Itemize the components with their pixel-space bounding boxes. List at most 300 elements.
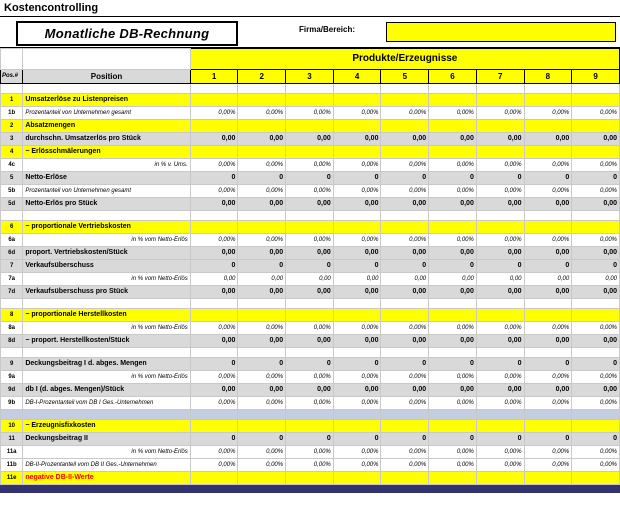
- row-value[interactable]: 0,00%: [524, 397, 572, 410]
- row-value[interactable]: 0,00%: [429, 159, 477, 172]
- row-value[interactable]: 0,00%: [286, 159, 334, 172]
- row-value[interactable]: 0,00%: [476, 397, 524, 410]
- row-value[interactable]: 0,00%: [572, 371, 620, 384]
- row-value[interactable]: [286, 94, 334, 107]
- row-value[interactable]: 0,00%: [429, 234, 477, 247]
- row-value[interactable]: 0,00%: [476, 185, 524, 198]
- row-value[interactable]: [238, 211, 286, 221]
- row-value[interactable]: 0,00%: [190, 107, 238, 120]
- row-value[interactable]: 0: [476, 433, 524, 446]
- row-value[interactable]: [333, 472, 381, 485]
- row-value[interactable]: 0,00%: [190, 459, 238, 472]
- row-value[interactable]: 0,00%: [190, 371, 238, 384]
- row-value[interactable]: 0,00: [333, 198, 381, 211]
- row-value[interactable]: [524, 420, 572, 433]
- row-value[interactable]: 0,00: [190, 133, 238, 146]
- row-value[interactable]: 0,00: [190, 198, 238, 211]
- row-value[interactable]: 0,00: [524, 247, 572, 260]
- row-value[interactable]: 0,00%: [572, 459, 620, 472]
- row-value[interactable]: 0,00: [333, 384, 381, 397]
- product-col-4[interactable]: 4: [333, 70, 381, 84]
- row-value[interactable]: 0,00%: [476, 459, 524, 472]
- row-value[interactable]: 0,00%: [333, 234, 381, 247]
- row-value[interactable]: [286, 120, 334, 133]
- row-value[interactable]: 0,00%: [572, 322, 620, 335]
- row-value[interactable]: [524, 410, 572, 420]
- row-value[interactable]: 0,00: [238, 335, 286, 348]
- row-value[interactable]: 0,00: [476, 384, 524, 397]
- row-value[interactable]: [333, 146, 381, 159]
- row-value[interactable]: 0,00: [524, 384, 572, 397]
- row-value[interactable]: 0: [238, 260, 286, 273]
- row-value[interactable]: [190, 420, 238, 433]
- row-value[interactable]: [476, 94, 524, 107]
- row-value[interactable]: 0,00: [333, 286, 381, 299]
- row-value[interactable]: [381, 221, 429, 234]
- row-value[interactable]: [333, 348, 381, 358]
- row-value[interactable]: 0,00: [333, 133, 381, 146]
- row-value[interactable]: 0,00%: [333, 322, 381, 335]
- row-value[interactable]: [429, 472, 477, 485]
- row-value[interactable]: 0,00%: [476, 107, 524, 120]
- row-value[interactable]: [429, 348, 477, 358]
- row-value[interactable]: [238, 146, 286, 159]
- row-value[interactable]: 0,00: [286, 247, 334, 260]
- product-col-1[interactable]: 1: [190, 70, 238, 84]
- row-value[interactable]: 0,00%: [286, 371, 334, 384]
- row-value[interactable]: [429, 410, 477, 420]
- table-row: [1, 384, 620, 397]
- row-value[interactable]: 0,00: [286, 335, 334, 348]
- row-value[interactable]: 0,00: [429, 335, 477, 348]
- row-value[interactable]: [524, 348, 572, 358]
- row-value[interactable]: 0,00%: [524, 107, 572, 120]
- row-value[interactable]: [476, 146, 524, 159]
- row-value[interactable]: 0,00%: [572, 446, 620, 459]
- row-pos: 2: [1, 120, 23, 133]
- row-value[interactable]: 0,00%: [190, 185, 238, 198]
- row-value[interactable]: 0,00: [429, 198, 477, 211]
- row-value[interactable]: 0,00%: [286, 446, 334, 459]
- row-value[interactable]: 0,00%: [524, 185, 572, 198]
- row-value[interactable]: 0: [238, 358, 286, 371]
- row-value[interactable]: [429, 420, 477, 433]
- row-value[interactable]: 0,00: [190, 286, 238, 299]
- row-value[interactable]: [238, 309, 286, 322]
- row-value[interactable]: 0: [476, 260, 524, 273]
- row-value[interactable]: 0,00: [429, 286, 477, 299]
- row-value[interactable]: 0,00%: [286, 397, 334, 410]
- row-value[interactable]: [238, 299, 286, 309]
- row-value[interactable]: 0: [429, 260, 477, 273]
- row-value[interactable]: 0,00%: [524, 459, 572, 472]
- row-value[interactable]: [572, 309, 620, 322]
- row-value[interactable]: [286, 221, 334, 234]
- row-value[interactable]: 0: [333, 358, 381, 371]
- row-value[interactable]: [190, 299, 238, 309]
- row-value[interactable]: 0,00: [429, 384, 477, 397]
- row-value[interactable]: [524, 472, 572, 485]
- row-value[interactable]: [429, 221, 477, 234]
- row-value[interactable]: [286, 410, 334, 420]
- row-value[interactable]: 0,00: [476, 273, 524, 286]
- row-value[interactable]: [190, 211, 238, 221]
- row-value[interactable]: [333, 94, 381, 107]
- row-value[interactable]: 0,00: [381, 384, 429, 397]
- row-value[interactable]: 0,00%: [476, 234, 524, 247]
- row-value[interactable]: 0: [429, 433, 477, 446]
- row-value[interactable]: 0,00%: [381, 371, 429, 384]
- row-value[interactable]: 0: [333, 260, 381, 273]
- row-value[interactable]: [524, 94, 572, 107]
- row-value[interactable]: 0,00: [190, 273, 238, 286]
- row-value[interactable]: 0: [381, 433, 429, 446]
- row-value[interactable]: 0: [572, 260, 620, 273]
- row-value[interactable]: [190, 472, 238, 485]
- row-value[interactable]: [524, 309, 572, 322]
- row-value[interactable]: 0,00%: [429, 322, 477, 335]
- row-value[interactable]: 0,00%: [572, 107, 620, 120]
- row-value[interactable]: 0,00%: [429, 371, 477, 384]
- row-value[interactable]: [429, 146, 477, 159]
- row-value[interactable]: [333, 410, 381, 420]
- row-value[interactable]: 0,00: [476, 198, 524, 211]
- row-label: DB-II-Prozentanteil vom DB II Ges.-Unternehmen: [23, 459, 190, 472]
- row-value[interactable]: 0,00: [381, 133, 429, 146]
- row-value[interactable]: 0,00%: [286, 185, 334, 198]
- row-value[interactable]: 0,00%: [333, 459, 381, 472]
- row-value[interactable]: 0,00%: [238, 185, 286, 198]
- row-value[interactable]: [572, 420, 620, 433]
- product-col-6[interactable]: 6: [429, 70, 477, 84]
- row-value[interactable]: 0,00%: [238, 446, 286, 459]
- row-value[interactable]: 0,00%: [333, 159, 381, 172]
- row-value[interactable]: 0,00%: [524, 322, 572, 335]
- row-value[interactable]: 0: [429, 358, 477, 371]
- row-value[interactable]: 0,00: [286, 286, 334, 299]
- row-value[interactable]: 0,00: [190, 335, 238, 348]
- row-value[interactable]: 0,00%: [238, 397, 286, 410]
- row-value[interactable]: 0,00: [476, 335, 524, 348]
- row-value[interactable]: 0,00%: [524, 234, 572, 247]
- row-value[interactable]: [429, 299, 477, 309]
- row-value[interactable]: 0,00: [572, 133, 620, 146]
- row-value[interactable]: [476, 420, 524, 433]
- row-value[interactable]: [190, 309, 238, 322]
- row-value[interactable]: [286, 146, 334, 159]
- row-value[interactable]: 0,00%: [190, 322, 238, 335]
- product-col-8[interactable]: 8: [524, 70, 572, 84]
- row-value[interactable]: 0,00: [524, 286, 572, 299]
- row-value[interactable]: 0: [476, 172, 524, 185]
- row-value[interactable]: 0,00%: [190, 234, 238, 247]
- row-value[interactable]: 0,00: [524, 335, 572, 348]
- row-value[interactable]: 0,00: [572, 335, 620, 348]
- row-value[interactable]: [572, 410, 620, 420]
- row-value[interactable]: 0,00: [476, 286, 524, 299]
- table-row: [1, 459, 620, 472]
- row-value[interactable]: 0,00%: [286, 107, 334, 120]
- row-value[interactable]: [381, 348, 429, 358]
- row-value[interactable]: 0: [524, 358, 572, 371]
- row-value[interactable]: 0,00%: [333, 185, 381, 198]
- row-value[interactable]: [572, 221, 620, 234]
- product-col-7[interactable]: 7: [476, 70, 524, 84]
- row-value[interactable]: [190, 120, 238, 133]
- row-value[interactable]: 0,00%: [381, 159, 429, 172]
- row-value[interactable]: [476, 410, 524, 420]
- row-value[interactable]: 0,00: [381, 198, 429, 211]
- row-pos: [1, 211, 23, 221]
- row-value[interactable]: 0: [190, 433, 238, 446]
- product-col-9[interactable]: 9: [572, 70, 620, 84]
- row-value[interactable]: [238, 94, 286, 107]
- row-value[interactable]: [190, 94, 238, 107]
- row-value[interactable]: [333, 211, 381, 221]
- row-value[interactable]: 0: [572, 172, 620, 185]
- row-value[interactable]: 0,00: [381, 273, 429, 286]
- row-value[interactable]: 0: [286, 260, 334, 273]
- row-value[interactable]: 0,00%: [190, 397, 238, 410]
- row-value[interactable]: 0,00%: [524, 159, 572, 172]
- row-value[interactable]: [381, 120, 429, 133]
- row-value[interactable]: 0,00%: [238, 234, 286, 247]
- row-value[interactable]: [238, 420, 286, 433]
- row-value[interactable]: 0,00%: [381, 397, 429, 410]
- row-value[interactable]: 0,00: [524, 133, 572, 146]
- row-value[interactable]: [572, 348, 620, 358]
- row-value[interactable]: [238, 221, 286, 234]
- row-value[interactable]: 0,00%: [333, 397, 381, 410]
- row-value[interactable]: 0,00: [381, 286, 429, 299]
- row-value[interactable]: 0,00%: [476, 371, 524, 384]
- row-value[interactable]: [476, 211, 524, 221]
- row-label: in % vom Netto-Erlös: [23, 322, 190, 335]
- row-value[interactable]: [476, 309, 524, 322]
- row-value[interactable]: 0,00%: [333, 446, 381, 459]
- row-value[interactable]: 0,00%: [381, 185, 429, 198]
- row-value[interactable]: 0,00%: [524, 446, 572, 459]
- row-value[interactable]: 0,00: [476, 247, 524, 260]
- row-value[interactable]: 0,00: [572, 247, 620, 260]
- row-value[interactable]: 0,00: [572, 198, 620, 211]
- row-value[interactable]: [381, 299, 429, 309]
- row-value[interactable]: 0,00%: [476, 322, 524, 335]
- table-row: [1, 221, 620, 234]
- row-value[interactable]: 0,00%: [476, 159, 524, 172]
- row-value[interactable]: 0,00%: [476, 446, 524, 459]
- row-value[interactable]: 0,00%: [572, 397, 620, 410]
- row-value[interactable]: 0: [524, 172, 572, 185]
- row-value[interactable]: 0: [476, 358, 524, 371]
- row-value[interactable]: 0,00: [524, 198, 572, 211]
- row-value[interactable]: [286, 348, 334, 358]
- row-value[interactable]: 0,00%: [381, 459, 429, 472]
- row-value[interactable]: [190, 410, 238, 420]
- row-value[interactable]: [476, 221, 524, 234]
- row-value[interactable]: 0,00%: [286, 322, 334, 335]
- row-value[interactable]: 0,00%: [429, 459, 477, 472]
- row-value[interactable]: 0,00: [429, 273, 477, 286]
- row-value[interactable]: 0,00%: [381, 446, 429, 459]
- row-value[interactable]: [476, 120, 524, 133]
- row-value[interactable]: 0,00%: [572, 234, 620, 247]
- row-value[interactable]: 0: [333, 172, 381, 185]
- row-value[interactable]: [238, 120, 286, 133]
- row-value[interactable]: 0: [381, 358, 429, 371]
- row-value[interactable]: [333, 420, 381, 433]
- row-value[interactable]: [476, 472, 524, 485]
- row-value[interactable]: 0,00%: [572, 185, 620, 198]
- row-label: Prozentanteil von Unternehmen gesamt: [23, 185, 190, 198]
- row-value[interactable]: 0,00: [190, 384, 238, 397]
- row-value[interactable]: 0,00: [286, 273, 334, 286]
- row-value[interactable]: 0: [381, 172, 429, 185]
- row-value[interactable]: 0,00%: [238, 159, 286, 172]
- row-value[interactable]: [333, 299, 381, 309]
- row-value[interactable]: 0,00%: [238, 371, 286, 384]
- row-value[interactable]: 0,00: [476, 133, 524, 146]
- row-value[interactable]: 0: [381, 260, 429, 273]
- row-value[interactable]: [381, 146, 429, 159]
- row-value[interactable]: 0,00%: [333, 107, 381, 120]
- row-value[interactable]: 0: [286, 172, 334, 185]
- row-value[interactable]: 0,00%: [286, 234, 334, 247]
- row-value[interactable]: 0,00: [572, 286, 620, 299]
- row-value[interactable]: 0,00%: [238, 107, 286, 120]
- row-value[interactable]: [190, 221, 238, 234]
- row-value[interactable]: [572, 120, 620, 133]
- firma-input[interactable]: [386, 22, 616, 42]
- row-value[interactable]: [429, 120, 477, 133]
- row-value[interactable]: [524, 299, 572, 309]
- row-label: Absatzmengen: [23, 120, 190, 133]
- row-value[interactable]: 0: [333, 433, 381, 446]
- row-value[interactable]: [381, 309, 429, 322]
- row-value[interactable]: 0,00%: [429, 185, 477, 198]
- row-value[interactable]: 0,00%: [286, 459, 334, 472]
- row-value[interactable]: 0: [238, 172, 286, 185]
- row-value[interactable]: [381, 94, 429, 107]
- row-value[interactable]: [381, 211, 429, 221]
- row-value[interactable]: [429, 94, 477, 107]
- row-value[interactable]: 0,00: [429, 247, 477, 260]
- row-value[interactable]: 0,00: [238, 273, 286, 286]
- row-value[interactable]: [238, 410, 286, 420]
- row-value[interactable]: 0,00: [572, 384, 620, 397]
- row-value[interactable]: [286, 211, 334, 221]
- row-value[interactable]: 0,00%: [381, 234, 429, 247]
- row-value[interactable]: 0,00: [333, 273, 381, 286]
- row-value[interactable]: 0,00: [381, 247, 429, 260]
- row-value[interactable]: 0: [524, 433, 572, 446]
- row-value[interactable]: 0: [572, 433, 620, 446]
- row-value[interactable]: [238, 348, 286, 358]
- row-value[interactable]: 0: [286, 358, 334, 371]
- row-value[interactable]: 0,00%: [429, 107, 477, 120]
- row-value[interactable]: [572, 211, 620, 221]
- row-value[interactable]: 0: [190, 260, 238, 273]
- row-value[interactable]: [524, 211, 572, 221]
- row-value[interactable]: 0,00%: [190, 446, 238, 459]
- row-value[interactable]: 0,00: [238, 384, 286, 397]
- row-value[interactable]: 0,00%: [524, 371, 572, 384]
- row-value[interactable]: [190, 348, 238, 358]
- row-value[interactable]: [190, 146, 238, 159]
- row-value[interactable]: 0: [429, 172, 477, 185]
- row-value[interactable]: 0,00%: [429, 446, 477, 459]
- row-value[interactable]: 0: [286, 433, 334, 446]
- row-value[interactable]: 0,00: [333, 335, 381, 348]
- row-value[interactable]: 0,00: [286, 384, 334, 397]
- product-col-2[interactable]: 2: [238, 70, 286, 84]
- row-label: − Erzeugnisfixkosten: [23, 420, 190, 433]
- row-value[interactable]: 0,00: [238, 198, 286, 211]
- row-value[interactable]: [524, 120, 572, 133]
- product-col-5[interactable]: 5: [381, 70, 429, 84]
- row-value[interactable]: [572, 146, 620, 159]
- row-value[interactable]: [333, 309, 381, 322]
- row-value[interactable]: [238, 472, 286, 485]
- row-value[interactable]: [381, 472, 429, 485]
- row-value[interactable]: 0,00%: [238, 322, 286, 335]
- row-value[interactable]: [429, 309, 477, 322]
- row-value[interactable]: 0: [524, 260, 572, 273]
- row-value[interactable]: [381, 420, 429, 433]
- row-value[interactable]: 0: [572, 358, 620, 371]
- row-value[interactable]: 0,00%: [381, 107, 429, 120]
- row-value[interactable]: 0,00: [524, 273, 572, 286]
- row-value[interactable]: 0,00: [238, 133, 286, 146]
- row-value[interactable]: 0,00%: [381, 322, 429, 335]
- row-value[interactable]: 0,00: [286, 198, 334, 211]
- row-value[interactable]: [286, 472, 334, 485]
- row-value[interactable]: [286, 299, 334, 309]
- row-value[interactable]: [333, 221, 381, 234]
- row-value[interactable]: [429, 211, 477, 221]
- row-value[interactable]: [286, 420, 334, 433]
- row-value[interactable]: 0,00%: [333, 371, 381, 384]
- row-value[interactable]: 0: [238, 433, 286, 446]
- row-value[interactable]: 0,00: [381, 335, 429, 348]
- row-value[interactable]: 0,00%: [572, 159, 620, 172]
- row-value[interactable]: [572, 472, 620, 485]
- product-col-3[interactable]: 3: [286, 70, 334, 84]
- row-value[interactable]: 0,00: [429, 133, 477, 146]
- row-value[interactable]: [524, 221, 572, 234]
- row-value[interactable]: [476, 348, 524, 358]
- row-value[interactable]: 0,00%: [238, 459, 286, 472]
- row-value[interactable]: 0: [190, 172, 238, 185]
- row-value[interactable]: [476, 299, 524, 309]
- row-value[interactable]: [572, 94, 620, 107]
- row-value[interactable]: [333, 120, 381, 133]
- row-value[interactable]: 0,00: [572, 273, 620, 286]
- row-value[interactable]: 0: [190, 358, 238, 371]
- row-value[interactable]: 0,00: [238, 247, 286, 260]
- row-value[interactable]: 0,00: [190, 247, 238, 260]
- row-value[interactable]: [286, 309, 334, 322]
- row-value[interactable]: 0,00%: [190, 159, 238, 172]
- row-value[interactable]: 0,00: [286, 133, 334, 146]
- row-value[interactable]: 0,00%: [429, 397, 477, 410]
- row-value[interactable]: 0,00: [333, 247, 381, 260]
- row-value[interactable]: [381, 410, 429, 420]
- window-title: Kostencontrolling: [4, 2, 99, 14]
- row-value[interactable]: [572, 299, 620, 309]
- row-value[interactable]: 0,00: [238, 286, 286, 299]
- row-value[interactable]: [524, 146, 572, 159]
